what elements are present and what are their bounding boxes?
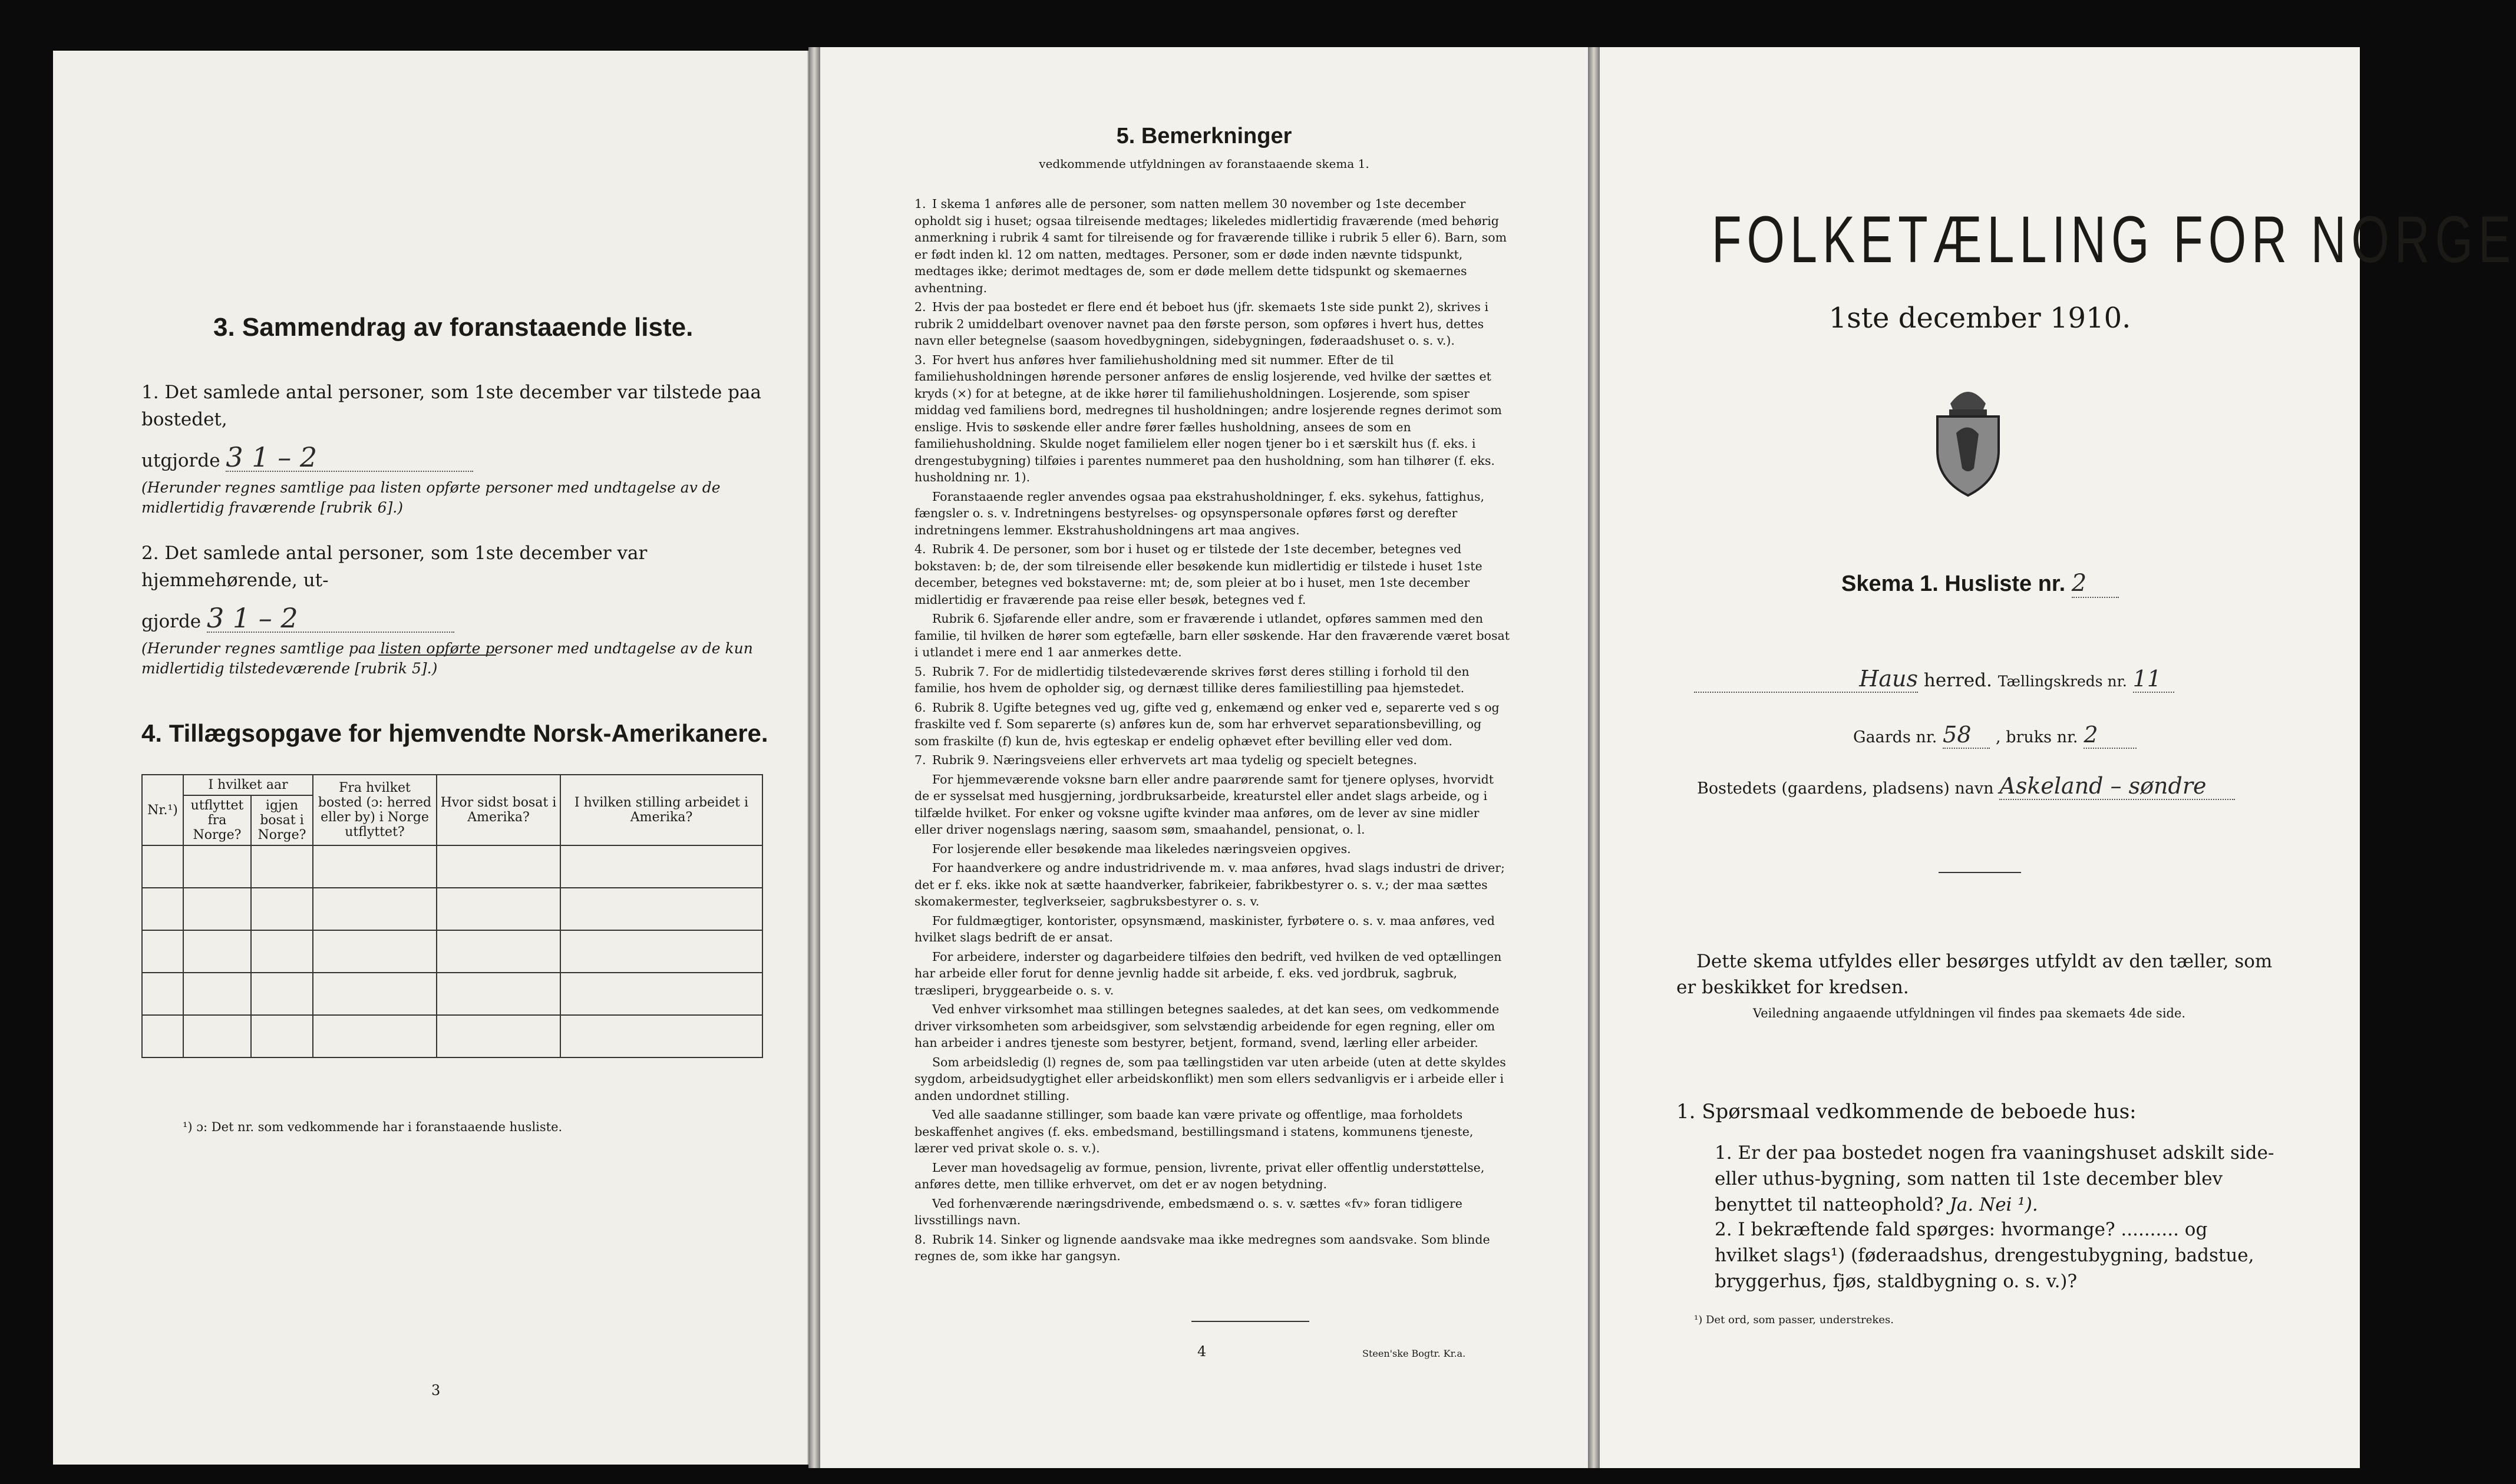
item-2-note: (Herunder regnes samtlige paa listen opførte personer med undtagelse av de kun midlertidig tilstedeværende [rubrik 5].): [141, 640, 753, 677]
printer-mark: Steen'ske Bogtr. Kr.a.: [1362, 1348, 1466, 1359]
remark-text: For haandverkere og andre industridrivende m. v. maa anføres, hvad slags industri de driver; det er f. eks. ikke nok at sætte haandverker, fabrikeier, fabrikbestyrer o. s. v.; der maa sættes skomakermester, teglverkseier, sagbruksbestyrer o. s. v.: [914, 861, 1505, 908]
remark-text: Rubrik 7. For de midlertidig tilstedeværende skrives først deres stilling i forhold til den familie, hos hvem de opholder sig, og dernæst tillike deres familiestilling paa hjemstedet.: [914, 664, 1470, 695]
herred-value: Haus: [1694, 666, 1918, 693]
intro-note: Veiledning angaaende utfyldningen vil findes paa skemaets 4de side.: [1753, 1006, 2186, 1020]
remark-text: Rubrik 9. Næringsveiens eller erhvervets art maa tydelig og specielt betegnes.: [932, 753, 1417, 767]
remark-paragraph: [914, 841, 1510, 858]
remarks-list: [914, 196, 1510, 1267]
kreds-label: Tællingskreds nr.: [1997, 673, 2127, 690]
section-3-title: 3. Sammendrag av foranstaaende liste.: [213, 313, 694, 342]
kreds-value: 11: [2133, 666, 2174, 693]
bruks-label: , bruks nr.: [1996, 728, 2078, 746]
remark-text: Rubrik 4. De personer, som bor i huset og er tilstede der 1ste december, betegnes ved bokstaven: b; de, der som tilreisende eller besøkende kun midlertidig er tilstede i huset 1ste december, betegnes ved bokstaverne: mt; de, som pleier at bo i huset, men 1ste december midlertidig er fraværende paa reise eller besøk, betegnes ved f.: [914, 542, 1482, 607]
remark-text: Rubrik 14. Sinker og lignende aandsvake maa ikke medregnes som aandsvake. Som blinde regnes de, som ikke har gangsyn.: [914, 1232, 1490, 1263]
remark-text: Rubrik 8. Ugifte betegnes ved ug, gifte ved g, enkemænd og enker ved e, separerte ved s og fraskilte ved f. Som separerte (s) anføres kun de, som har erhvervet separationsbevilling, og som fraskilte (f) kun de, hvis egteskap er endelig ophævet efter bevilling eller ved dom.: [914, 700, 1500, 748]
skema-line: [1841, 570, 2119, 598]
bosted-value: Askeland – søndre: [1999, 773, 2235, 800]
question-heading: 1. Spørsmaal vedkommende de beboede hus:: [1676, 1100, 2137, 1123]
remark-number: 2.: [914, 300, 926, 314]
remark-text: For losjerende eller besøkende maa likeledes næringsveien opgives.: [932, 841, 1351, 856]
item-1-value: 3 1 – 2: [226, 444, 473, 472]
item-1-label: utgjorde: [141, 450, 220, 471]
norsk-amerikanere-table: [141, 774, 763, 1058]
bruks-value: 2: [2084, 722, 2137, 749]
item-2-label: gjorde: [141, 611, 202, 632]
remark-text: Rubrik 6. Sjøfarende eller andre, som er fraværende i utlandet, opføres sammen med den familie, til hvilken de hører som egtefælle, barn eller søskende. Har den fraværende været bosat i utlandet i mere end 1 aar anmerkes dette.: [914, 612, 1510, 659]
census-title: FOLKETÆLLING FOR NORGE: [1712, 203, 2516, 276]
page-3: [53, 51, 808, 1465]
remark-text: Ved alle saadanne stillinger, som baade kan være private og offentlige, maa forholdets beskaffenhet angives (f. eks. embedsmand, bestillingsmand i statens, kommunens tjeneste, lærer ved privat skole o. s. v.).: [914, 1108, 1474, 1155]
remark-text: Hvis der paa bostedet er flere end ét beboet hus (jfr. skemaets 1ste side punkt 2), skrives i rubrik 2 umiddelbart ovenover navnet paa den første person, som opføres i hvert hus, dettes navn eller betegnelse (saasom hovedbygningen, sidebygningen, føderaadshuset o. s. v.).: [914, 300, 1489, 348]
table-row: [142, 888, 762, 930]
remark-text: Som arbeidsledig (l) regnes de, som paa tællingstiden var uten arbeide (uten at dette skyldes sygdom, arbeidsudygtighet eller arbeidskonflikt) men som ellers sedvanligvis er i arbeide eller i anden undordnet stilling.: [914, 1055, 1506, 1103]
remark-text: Ved enhver virksomhet maa stillingen betegnes saaledes, at det kan sees, om vedkommende driver virksomheten som arbeidsgiver, som selvstændig arbeidende for egen regning, eller om han arbeider i andres tjeneste som bestyrer, betjent, formand, svend, lærling eller arbeider.: [914, 1002, 1500, 1050]
remark-text: For fuldmægtiger, kontorister, opsynsmænd, maskinister, fyrbøtere o. s. v. maa anføres, ved hvilket slags bedrift de er ansat.: [914, 913, 1495, 944]
footnote: ¹) ɔ: Det nr. som vedkommende har i foranstaaende husliste.: [183, 1120, 563, 1134]
remark-text: Lever man hovedsagelig av formue, pension, livrente, privat eller offentlig understøttelse, anføres dette, men tillike erhvervet, om det er av nogen betydning.: [914, 1160, 1485, 1191]
page-number: 4: [1197, 1343, 1207, 1360]
remark-paragraph: [914, 948, 1510, 999]
remark-number: 8.: [914, 1232, 926, 1247]
remark-text: For hjemmeværende voksne barn eller andre paarørende samt for tjenere oplyses, hvorvidt de er sysselsat med husgjerning, jordbruksarbeide, kreaturstel eller andet slags arbeide, og i tilfælde hvilket. For enker og voksne ugifte kvinder maa anføres, om de lever av sine midler eller driver nogenslags næring, saasom søm, smaahandel, pensionat, o. l.: [914, 772, 1494, 837]
remark-paragraph: [914, 1159, 1510, 1193]
page-4: [820, 47, 1588, 1468]
question-1-answer: Ja. Nei ¹).: [1949, 1194, 2038, 1215]
col-utflyttet: utflyttet fra Norge?: [183, 795, 251, 845]
question-1: [1715, 1140, 2274, 1218]
remark-paragraph: [914, 1054, 1510, 1105]
remark-paragraph: [914, 352, 1510, 486]
divider: [378, 655, 496, 656]
remark-paragraph: [914, 1106, 1510, 1157]
remark-paragraph: [914, 771, 1510, 838]
gaards-label: Gaards nr.: [1853, 728, 1937, 746]
footnote: ¹) Det ord, som passer, understrekes.: [1694, 1314, 1894, 1326]
bosted-label: Bostedets (gaardens, pladsens) navn: [1697, 779, 1994, 798]
intro-text: Dette skema utfyldes eller besørges utfyldt av den tæller, som er beskikket for kredsen.: [1676, 951, 2273, 998]
remark-paragraph: [914, 860, 1510, 910]
remark-paragraph: [914, 541, 1510, 608]
remark-text: Foranstaaende regler anvendes ogsaa paa ekstrahusholdninger, f. eks. sykehus, fattighus, fængsler o. s. v. Indretningens bestyrelses- og opsynspersonale opføres først og derefter indretningens lemmer. Ekstrahusholdningens art maa angives.: [914, 489, 1484, 537]
remark-number: 3.: [914, 352, 926, 367]
remark-paragraph: [914, 299, 1510, 349]
remark-paragraph: [914, 1231, 1510, 1265]
remarks-title: 5. Bemerkninger: [1116, 124, 1292, 148]
census-date: 1ste december 1910.: [1828, 302, 2131, 335]
page-1: [1600, 47, 2516, 1468]
page-number: 3: [431, 1382, 441, 1399]
col-igjen: igjen bosat i Norge?: [251, 795, 313, 845]
remark-paragraph: [914, 1195, 1510, 1229]
col-hvor: Hvor sidst bosat i Amerika?: [437, 775, 560, 845]
remark-paragraph: [914, 663, 1510, 697]
item-1-lead: 1. Det samlede antal personer, som 1ste december var tilstede paa bostedet,: [141, 382, 761, 430]
section-4-title: 4. Tillægsopgave for hjemvendte Norsk-Amerikanere.: [141, 719, 768, 747]
herred-label: herred.: [1923, 670, 1992, 691]
remark-paragraph: [914, 488, 1510, 539]
item-2-value: 3 1 – 2: [207, 604, 454, 633]
table-row: [142, 973, 762, 1015]
remark-text: I skema 1 anføres alle de personer, som natten mellem 30 november og 1ste december opholdt sig i huset; ogsaa tilreisende medtages; likeledes midlertidig fraværende (med behørig anmerkning i rubrik 4 samt for tilreisende og for fraværende tillike i rubrik 5 eller 6). Barn, som er født inden kl. 12 om natten, medtages. Personer, som er døde inden nævnte tidspunkt, medtages ikke; derimot medtages de, som er døde mellem dette tidspunkt og skemaernes avhentning.: [914, 197, 1507, 295]
remark-paragraph: [914, 699, 1510, 750]
table-row: [142, 1015, 762, 1057]
remark-paragraph: [914, 1001, 1510, 1052]
remark-number: 7.: [914, 753, 926, 767]
husliste-number: 2: [2072, 570, 2119, 598]
divider: [1939, 872, 2021, 873]
col-nr: Nr.¹): [142, 775, 183, 845]
item-2-lead: 2. Det samlede antal personer, som 1ste december var hjemmehørende, ut-: [141, 543, 648, 591]
divider: [1191, 1321, 1309, 1322]
col-group-year: I hvilket aar: [183, 775, 313, 795]
remark-paragraph: [914, 752, 1510, 769]
skema-label: Skema 1. Husliste nr.: [1841, 571, 2066, 596]
remarks-subtitle: vedkommende utfyldningen av foranstaaende skema 1.: [1039, 157, 1369, 171]
item-1-note: (Herunder regnes samtlige paa listen opførte personer med undtagelse av de midlertidig fraværende [rubrik 6].): [141, 479, 721, 516]
remark-number: 6.: [914, 700, 926, 715]
remark-text: For arbeidere, inderster og dagarbeidere tilføies den bedrift, ved hvilken de ved optællingen har arbeide eller forut for denne jevnlig hadde sit arbeide, f. eks. ved jordbruk, sagbruk, træsliperi, bryggearbeide o. s. v.: [914, 949, 1502, 997]
coat-of-arms-icon: [1927, 380, 2009, 498]
col-stilling: I hvilken stilling arbeidet i Amerika?: [560, 775, 762, 845]
table-row: [142, 930, 762, 973]
remark-number: 5.: [914, 664, 926, 679]
remark-text: Ved forhenværende næringsdrivende, embedsmænd o. s. v. sættes «fv» foran tidligere livsstillings navn.: [914, 1196, 1462, 1227]
page-fold: [1588, 47, 1600, 1468]
item-2: [141, 540, 766, 679]
remark-paragraph: [914, 913, 1510, 946]
remark-paragraph: [914, 196, 1510, 296]
item-1: [141, 379, 766, 518]
page-fold: [808, 47, 820, 1468]
remark-paragraph: [914, 610, 1510, 661]
question-2: 2. I bekræftende fald spørges: hvormange? .......... og hvilket slags¹) (føderaadshus, drengestubygning, badstue, bryggerhus, fjøs, staldbygning o. s. v.)?: [1715, 1219, 2254, 1292]
table-row: [142, 845, 762, 888]
herred-line: [1694, 666, 2283, 695]
col-fra: Fra hvilket bosted (ɔ: herred eller by) i Norge utflyttet?: [313, 775, 437, 845]
remark-number: 1.: [914, 197, 926, 211]
remark-number: 4.: [914, 542, 926, 556]
bosted-line: [1697, 773, 2235, 802]
gaards-line: [1853, 722, 2137, 751]
gaards-value: 58: [1943, 722, 1990, 749]
remark-text: For hvert hus anføres hver familiehusholdning med sit nummer. Efter de til familiehusholdningen hørende personer anføres de enslig losjerende, ved hvilke der sættes et kryds (×) for at betegne, at de ikke hører til familiehusholdningen. Losjerende, som spiser middag ved familiens bord, medregnes til husholdningen; andre losjerende regnes derimot som enslige. Hvis to søskende eller andre fører fælles husholdning, ansees de som en familiehusholdning. Skulde noget familielem eller nogen tjener bo i et særskilt hus (f. eks. i drengestubygning) tilføies i parentes nummeret paa den husholdning, som han tilhører (f. eks. husholdning nr. 1).: [914, 352, 1502, 484]
question-1-text: 1. Er der paa bostedet nogen fra vaaningshuset adskilt side- eller uthus-bygning, som natten til 1ste december blev benyttet til natteophold?: [1715, 1142, 2274, 1215]
